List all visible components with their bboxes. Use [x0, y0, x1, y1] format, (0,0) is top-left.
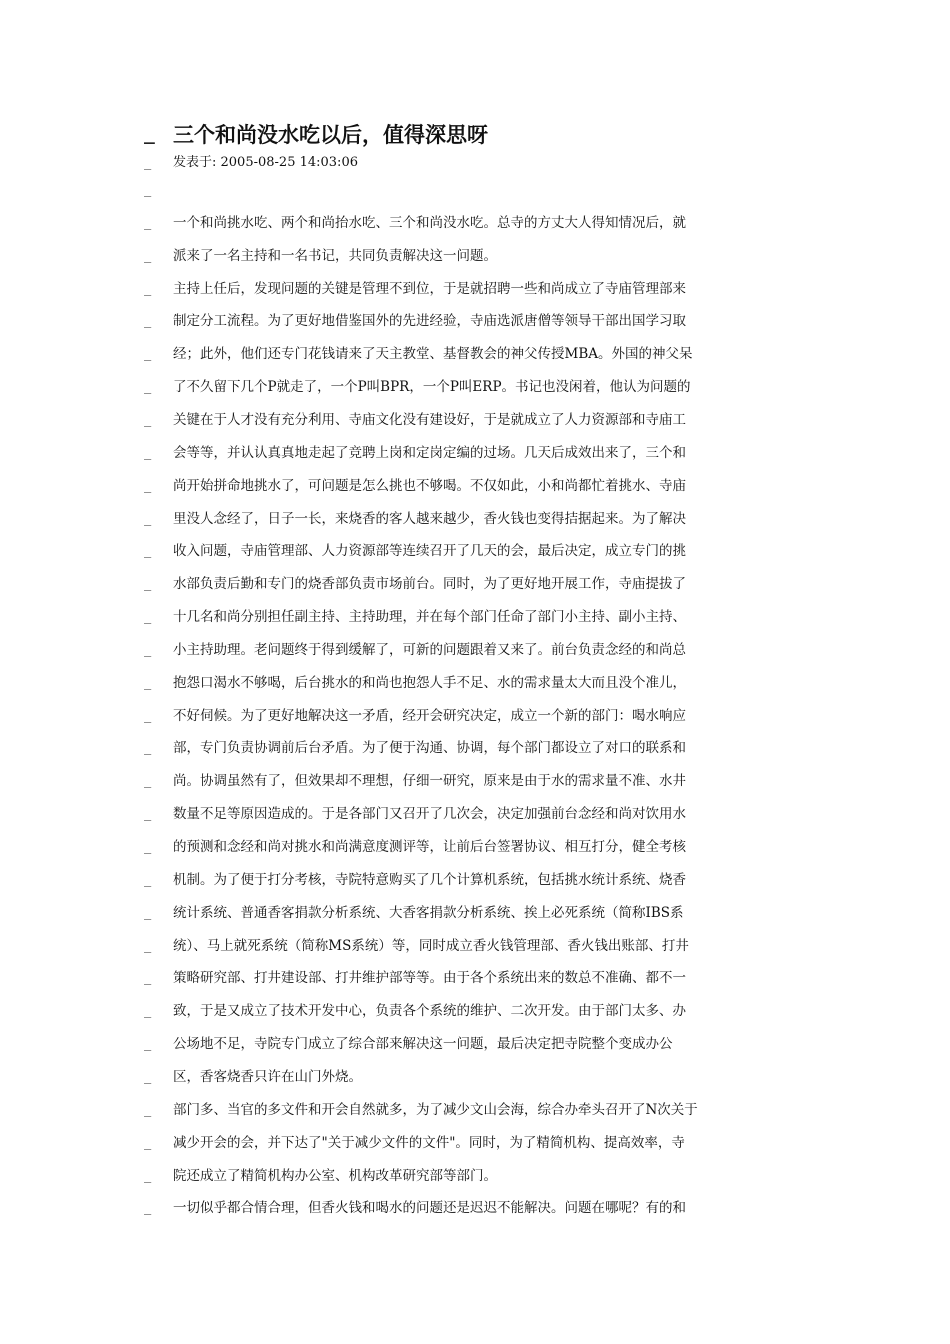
body-line-text: 公场地不足，寺院专门成立了综合部来解决这一问题，最后决定把寺院整个变成办公 — [173, 1036, 673, 1052]
body-line — [0, 248, 950, 281]
line-marker: _ — [144, 183, 152, 197]
body-line-text: 关键在于人才没有充分利用、寺庙文化没有建设好，于是就成立了人力资源部和寺庙工 — [173, 412, 686, 428]
body-line-text: 派来了一名主持和一名书记，共同负责解决这一问题。 — [173, 248, 497, 264]
body-line — [0, 1168, 950, 1201]
body-line — [0, 675, 950, 708]
body-line-text: 尚。协调虽然有了，但效果却不理想，仔细一研究，原来是由于水的需求量不准、水井 — [173, 773, 686, 789]
body-line-text: 水部负责后勤和专门的烧香部负责市场前台。同时，为了更好地开展工作，寺庙提拔了 — [173, 576, 686, 592]
body-line-text: 主持上任后，发现问题的关键是管理不到位，于是就招聘一些和尚成立了寺庙管理部来 — [173, 281, 686, 297]
body-line — [0, 839, 950, 872]
line-marker: _ — [144, 314, 152, 328]
body-line — [0, 905, 950, 938]
body-line-text: 的预测和念经和尚对挑水和尚满意度测评等，让前后台签署协议、相互打分，健全考核 — [173, 839, 686, 855]
line-marker: _ — [144, 873, 152, 887]
body-line-text: 了不久留下几个P就走了，一个P叫BPR，一个P叫ERP。书记也没闲着，他认为问题的 — [173, 379, 691, 395]
post-date: 发表于: 2005-08-25 14:03:06 — [173, 155, 358, 170]
body-line — [0, 708, 950, 741]
body-line — [0, 642, 950, 675]
body-line-text: 院还成立了精简机构办公室、机构改革研究部等部门。 — [173, 1168, 497, 1184]
body-line-text: 策略研究部、打井建设部、打井维护部等等。由于各个系统出来的数总不准确、都不一 — [173, 970, 686, 986]
line-marker: _ — [144, 643, 152, 657]
body-line-text: 收入问题，寺庙管理部、人力资源部等连续召开了几天的会，最后决定，成立专门的挑 — [173, 543, 686, 559]
line-marker: _ — [144, 216, 152, 230]
line-marker: _ — [144, 1169, 152, 1183]
body-line-text: 统）、马上就死系统（简称MS系统）等，同时成立香火钱管理部、香火钱出账部、打井 — [173, 938, 689, 954]
body-line — [0, 872, 950, 905]
line-marker: _ — [144, 577, 152, 591]
body-line-text: 减少开会的会，并下达了"关于减少文件的文件"。同时，为了精简机构、提高效率，寺 — [173, 1135, 685, 1151]
body-line-text: 致，于是又成立了技术开发中心，负责各个系统的维护、二次开发。由于部门太多、办 — [173, 1003, 686, 1019]
body-line — [0, 412, 950, 445]
body-line — [0, 281, 950, 314]
body-line — [0, 1102, 950, 1135]
line-marker: _ — [144, 610, 152, 624]
line-marker: _ — [144, 380, 152, 394]
body-line — [0, 740, 950, 773]
body-line — [0, 938, 950, 971]
line-marker: _ — [144, 971, 152, 985]
line-marker: _ — [144, 544, 152, 558]
body-line — [0, 215, 950, 248]
line-marker: _ — [144, 479, 152, 493]
body-line-text: 制定分工流程。为了更好地借鉴国外的先进经验，寺庙选派唐僧等领导干部出国学习取 — [173, 313, 686, 329]
body-line — [0, 576, 950, 609]
line-marker: _ — [144, 1070, 152, 1084]
line-marker: _ — [144, 906, 152, 920]
body-line-text: 一切似乎都合情合理，但香火钱和喝水的问题还是迟迟不能解决。问题在哪呢？有的和 — [173, 1200, 686, 1216]
line-marker: _ — [144, 1037, 152, 1051]
line-marker: _ — [144, 840, 152, 854]
line-marker: _ — [144, 249, 152, 263]
body-line-text: 里没人念经了，日子一长，来烧香的客人越来越少，香火钱也变得拮据起来。为了解决 — [173, 511, 686, 527]
line-marker: _ — [144, 446, 152, 460]
body-line — [0, 313, 950, 346]
body-line — [0, 1200, 950, 1233]
body-line-text: 部门多、当官的多文件和开会自然就多，为了减少文山会海，综合办牵头召开了N次关于 — [173, 1102, 698, 1118]
line-marker: _ — [144, 939, 152, 953]
body-line — [0, 1036, 950, 1069]
line-marker: _ — [144, 709, 152, 723]
body-line-text: 抱怨口渴水不够喝，后台挑水的和尚也抱怨人手不足、水的需求量太大而且没个准儿， — [173, 675, 686, 691]
body-line — [0, 806, 950, 839]
line-marker: _ — [144, 282, 152, 296]
body-line — [0, 1135, 950, 1168]
body-line — [0, 1003, 950, 1036]
body-line — [0, 543, 950, 576]
body-line-text: 十几名和尚分别担任副主持、主持助理，并在每个部门任命了部门小主持、副小主持、 — [173, 609, 686, 625]
body-line — [0, 445, 950, 478]
body-line-text: 会等等，并认认真真地走起了竞聘上岗和定岗定编的过场。几天后成效出来了，三个和 — [173, 445, 686, 461]
line-marker: _ — [144, 1103, 152, 1117]
line-marker: _ — [144, 347, 152, 361]
article-title: 三个和尚没水吃以后，值得深思呀 — [173, 122, 488, 147]
line-marker: _ — [144, 676, 152, 690]
body-line-text: 机制。为了便于打分考核，寺院特意购买了几个计算机系统，包括挑水统计系统、烧香 — [173, 872, 686, 888]
line-marker: _ — [144, 1004, 152, 1018]
body-line — [0, 346, 950, 379]
body-line — [0, 970, 950, 1003]
body-line — [0, 379, 950, 412]
body-line-text: 统计系统、普通香客捐款分析系统、大香客捐款分析系统、挨上必死系统（简称IBS系 — [173, 905, 684, 921]
line-marker: _ — [144, 741, 152, 755]
body-line — [0, 511, 950, 544]
body-line-text: 区，香客烧香只许在山门外烧。 — [173, 1069, 362, 1085]
body-line — [0, 182, 950, 215]
body-line-text: 一个和尚挑水吃、两个和尚抬水吃、三个和尚没水吃。总寺的方丈大人得知情况后，就 — [173, 215, 686, 231]
body-line — [0, 773, 950, 806]
line-marker: _ — [144, 1201, 152, 1215]
line-marker: _ — [144, 807, 152, 821]
line-marker: _ — [144, 413, 152, 427]
line-marker: _ — [144, 156, 152, 170]
line-marker: _ — [144, 774, 152, 788]
body-line-text: 尚开始拼命地挑水了，可问题是怎么挑也不够喝。不仅如此，小和尚都忙着挑水、寺庙 — [173, 478, 686, 494]
body-line — [0, 609, 950, 642]
body-line-text: 小主持助理。老问题终于得到缓解了，可新的问题跟着又来了。前台负责念经的和尚总 — [173, 642, 686, 658]
line-marker: _ — [144, 124, 155, 145]
body-line — [0, 1069, 950, 1102]
body-line — [0, 478, 950, 511]
body-line-text: 不好伺候。为了更好地解决这一矛盾，经开会研究决定，成立一个新的部门：喝水响应 — [173, 708, 686, 724]
line-marker: _ — [144, 512, 152, 526]
body-line-text: 数量不足等原因造成的。于是各部门又召开了几次会，决定加强前台念经和尚对饮用水 — [173, 806, 686, 822]
body-line-text: 经；此外，他们还专门花钱请来了天主教堂、基督教会的神父传授MBA。外国的神父呆 — [173, 346, 693, 362]
line-marker: _ — [144, 1136, 152, 1150]
body-line-text: 部，专门负责协调前后台矛盾。为了便于沟通、协调，每个部门都设立了对口的联系和 — [173, 740, 686, 756]
